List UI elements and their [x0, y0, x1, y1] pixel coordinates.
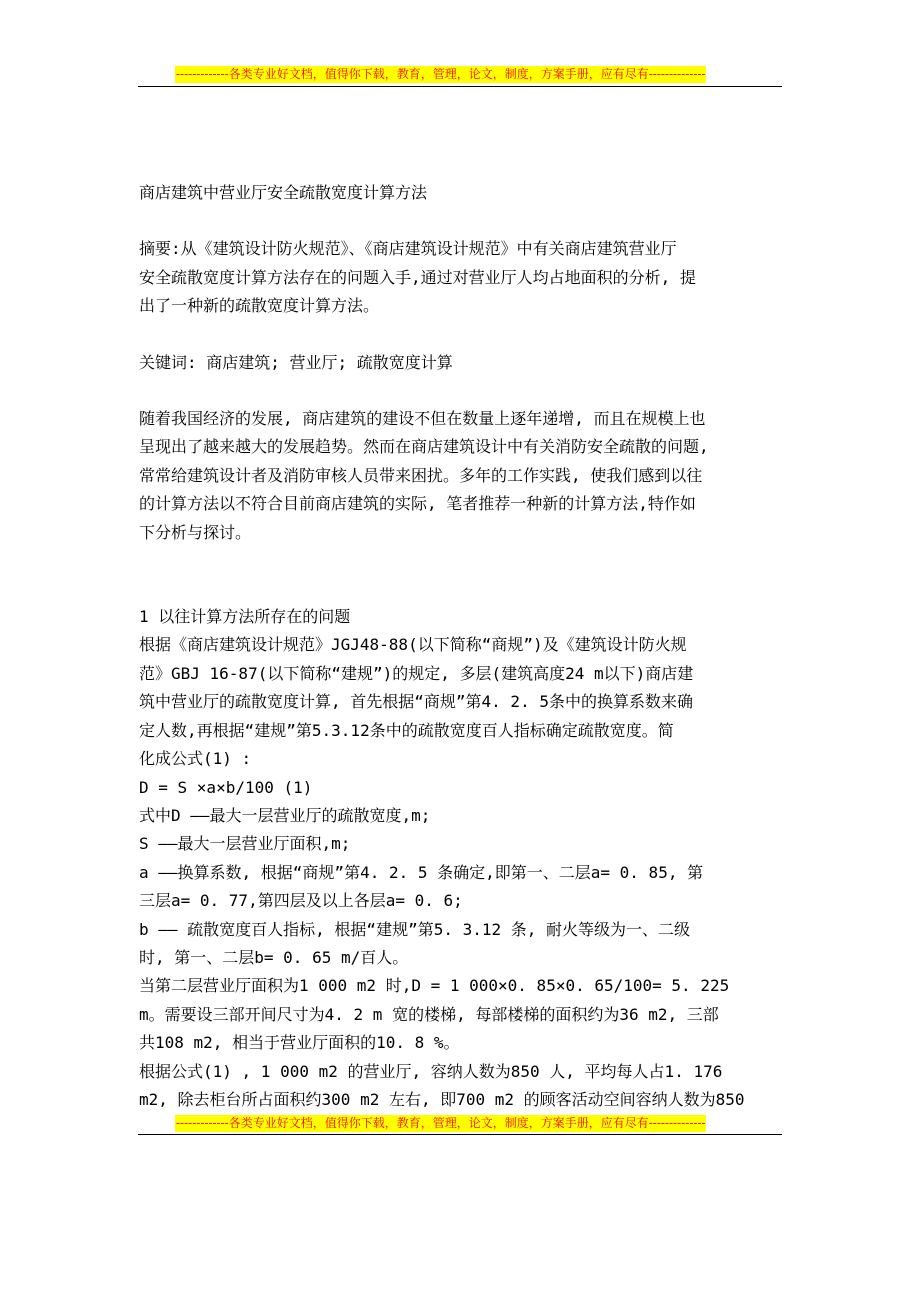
keywords: 关键词: 商店建筑; 营业厅; 疏散宽度计算 [139, 352, 453, 372]
section-body [139, 631, 829, 1114]
body-line: 定人数,再根据“建规”第5.3.12条中的疏散宽度百人指标确定疏散宽度。简 [139, 720, 674, 740]
footer-rule [138, 1134, 782, 1135]
body-line: m2, 除去柜台所占面积约300 m2 左右, 即700 m2 的顾客活动空间容纳人数为850 [139, 1089, 745, 1109]
body-line: a ——换算系数, 根据“商规”第4. 2. 5 条确定,即第一、二层a= 0. 85, 第 [139, 862, 704, 882]
formula-line: D = S ×a×b/100 (1) [139, 777, 313, 797]
body-line: 三层a= 0. 77,第四层及以上各层a= 0. 6; [139, 891, 463, 911]
body-line: b —— 疏散宽度百人指标, 根据“建规”第5. 3.12 条, 耐火等级为一、二级 [139, 919, 691, 939]
intro-paragraph [139, 405, 829, 547]
body-line: m。需要设三部开间尺寸为4. 2 m 宽的楼梯, 每部楼梯的面积约为36 m2, 三部 [139, 1004, 719, 1024]
body-line: 根据《商店建筑设计规范》JGJ48-88(以下简称“商规”)及《建筑设计防火规 [139, 635, 687, 655]
abstract-line: 摘要:从《建筑设计防火规范》、《商店建筑设计规范》中有关商店建筑营业厅 [139, 239, 677, 259]
body-line: 式中D ——最大一层营业厅的疏散宽度,m; [139, 805, 431, 825]
section-heading: 1 以往计算方法所存在的问题 [139, 607, 351, 627]
intro-line: 的计算方法以不符合目前商店建筑的实际, 笔者推荐一种新的计算方法,特作如 [139, 494, 696, 514]
abstract [139, 235, 829, 320]
header-rule [138, 86, 782, 87]
document-title: 商店建筑中营业厅安全疏散宽度计算方法 [139, 183, 428, 202]
body-line: 共108 m2, 相当于营业厅面积的10. 8 %。 [139, 1033, 460, 1053]
intro-line: 随着我国经济的发展, 商店建筑的建设不但在数量上逐年递增, 而且在规模上也 [139, 409, 706, 429]
intro-line: 常常给建筑设计者及消防审核人员带来困扰。多年的工作实践, 使我们感到以往 [139, 465, 703, 485]
body-line: 范》GBJ 16-87(以下简称“建规”)的规定, 多层(建筑高度24 m以下)商店建 [139, 663, 694, 683]
document-body [139, 179, 829, 1114]
intro-line: 呈现出了越来越大的发展趋势。然而在商店建筑设计中有关消防安全疏散的问题, [139, 437, 709, 457]
header-banner: -------------各类专业好文档，值得你下载，教育，管理，论文，制度，方案手册，应有尽有-------------- [176, 67, 706, 81]
body-line: S ——最大一层营业厅面积,m; [139, 834, 351, 854]
body-line: 根据公式(1) , 1 000 m2 的营业厅, 容纳人数为850 人, 平均每人占1. 176 [139, 1061, 723, 1081]
footer-banner: -------------各类专业好文档，值得你下载，教育，管理，论文，制度，方案手册，应有尽有-------------- [176, 1116, 706, 1130]
abstract-line: 出了一种新的疏散宽度计算方法。 [139, 296, 380, 316]
body-line: 化成公式(1) : [139, 749, 252, 769]
body-line: 时, 第一、二层b= 0. 65 m/百人。 [139, 947, 409, 967]
body-line: 当第二层营业厅面积为1 000 m2 时,D = 1 000×0. 85×0. 65/100= 5. 225 [139, 976, 730, 996]
intro-line: 下分析与探讨。 [139, 522, 252, 542]
body-line: 筑中营业厅的疏散宽度计算, 首先根据“商规”第4. 2. 5条中的换算系数来确 [139, 692, 693, 712]
abstract-line: 安全疏散宽度计算方法存在的问题入手,通过对营业厅人均占地面积的分析, 提 [139, 267, 696, 287]
